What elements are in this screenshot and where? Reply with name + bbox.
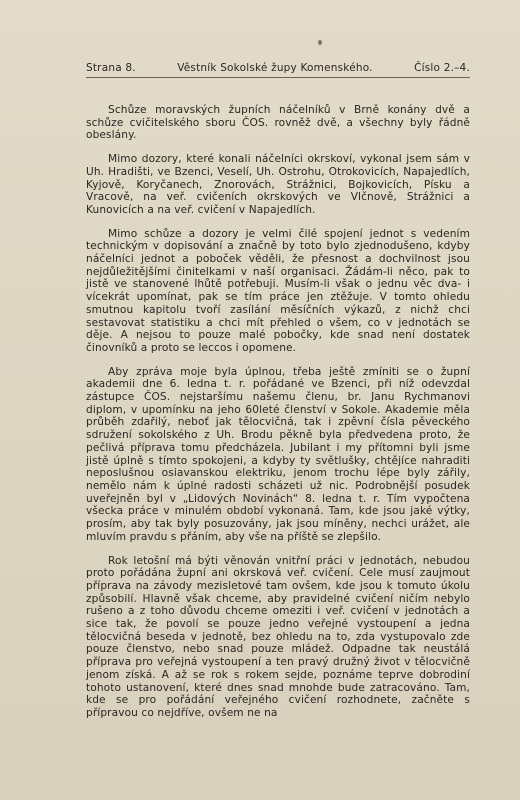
paragraph: Rok letošní má býti věnován vnitřní práci v jednotách, nebudou proto pořádána župní ani okrsková veř. cvičení. Cele musí zaujmout příprava na závody mezisletové tam ovšem, kde jsou k tomuto úkolu způsobilí. Hlavně však chceme, aby pravidelné cvičení ničím nebylo rušeno a z toho důvodu chceme omeziti i veř. cvičení v jednotách a sice tak, že povolí se pouze jedno veřejné vystoupení a jedna tělocvičná beseda v jednotě, bez ohledu na to, zda vystupovalo zde pouze členstvo, nebo snad pouze mládež. Odpadne tak neustálá příprava pro veřejná vystoupení a ten pravý družný život v tělocvičně jenom získá. A až se rok s rokem sejde, poznáme teprve dobrodiní tohoto ustanovení, které dnes snad mnohde bude zatracováno. Tam, kde se pro pořádání veřejného cvičení rozhodnete, začněte s přípravou co nejdříve, ovšem ne na: [86, 554, 470, 719]
page-header: [86, 62, 470, 78]
paragraph: Mimo schůze a dozory je velmi čilé spojení jednot s vedením technickým v dopisování a značně by toto bylo zjednodušeno, kdyby náčelníci jednot a poboček věděli, že přesnost a dochvilnost jsou nejdůležitějšími činitelkami v naší organisaci. Žádám-li něco, pak to jistě ve stanovené lhůtě potřebuji. Musím-li však o jednu věc dva- i vícekrát upomínat, pak se tím práce jen ztěžuje. V tomto ohledu smutnou kapitolu tvoří zasílání měsíčních výkazů, z nichž chci sestavovat statistiku a chci mít přehled o všem, co v jednotách se děje. A nejsou to pouze malé pobočky, kde snad není dostatek činovníků a proto se leccos i opomene.: [86, 227, 470, 354]
paragraph: Mimo dozory, které konali náčelníci okrskoví, vykonal jsem sám v Uh. Hradišti, ve Bzenci, Veselí, Uh. Ostrohu, Otrokovicích, Napajedlích, Kyjově, Koryčanech, Znorovách, Strážnici, Bojkovicích, Písku a Vracově, na veř. cvičeních okrskových ve Vlčnově, Strážnici a Kunovicích a na veř. cvičení v Napajedlích.: [86, 153, 470, 216]
article-body: [86, 104, 470, 720]
paragraph: Aby zpráva moje byla úplnou, třeba ještě zmíniti se o župní akademii dne 6. ledna t. r. pořádané ve Bzenci, při níž odevzdal zástupce ČOS. nejstaršímu našemu členu, br. Janu Rychmanovi diplom, v upomínku na jeho 60leté členství v Sokole. Akademie měla průběh zdařilý, neboť jak tělocvičná, tak i zpěvní čísla pěveckého sdružení sokolského z Uh. Brodu pěkně byla předvedena proto, že pečlivá příprava tomu předcházela. Jubilant i my přítomni byli jsme jistě úplně s tímto spokojeni, a kdyby ty světlušky, chtějíce nahraditi neposlušnou osiavanskou elektriku, jenom trochu lépe byly zářily, nemělo nám k úplné radosti scházeti už nic. Podrobnější posudek uveřejněn byl v „Lidových Novinách“ 8. ledna t. r. Tím vypočtena všecka práce v minulém období vykonaná. Tam, kde jsou jaké výtky, prosím, aby tak byly posuzovány, jak jsou míněny, nechci urážet, ale mluvím pravdu s přáním, aby vše na příště se zlepšilo.: [86, 365, 470, 543]
ink-dot: [318, 40, 322, 45]
page-number: Strana 8.: [86, 62, 136, 74]
journal-title: Věstník Sokolské župy Komenského.: [177, 62, 373, 74]
issue-number: Číslo 2.–4.: [414, 62, 470, 74]
paragraph: Schůze moravských župních náčelníků v Brně konány dvě a schůze cvičitelského sboru ČOS. rovněž dvě, a všechny byly řádně obeslány.: [86, 104, 470, 142]
